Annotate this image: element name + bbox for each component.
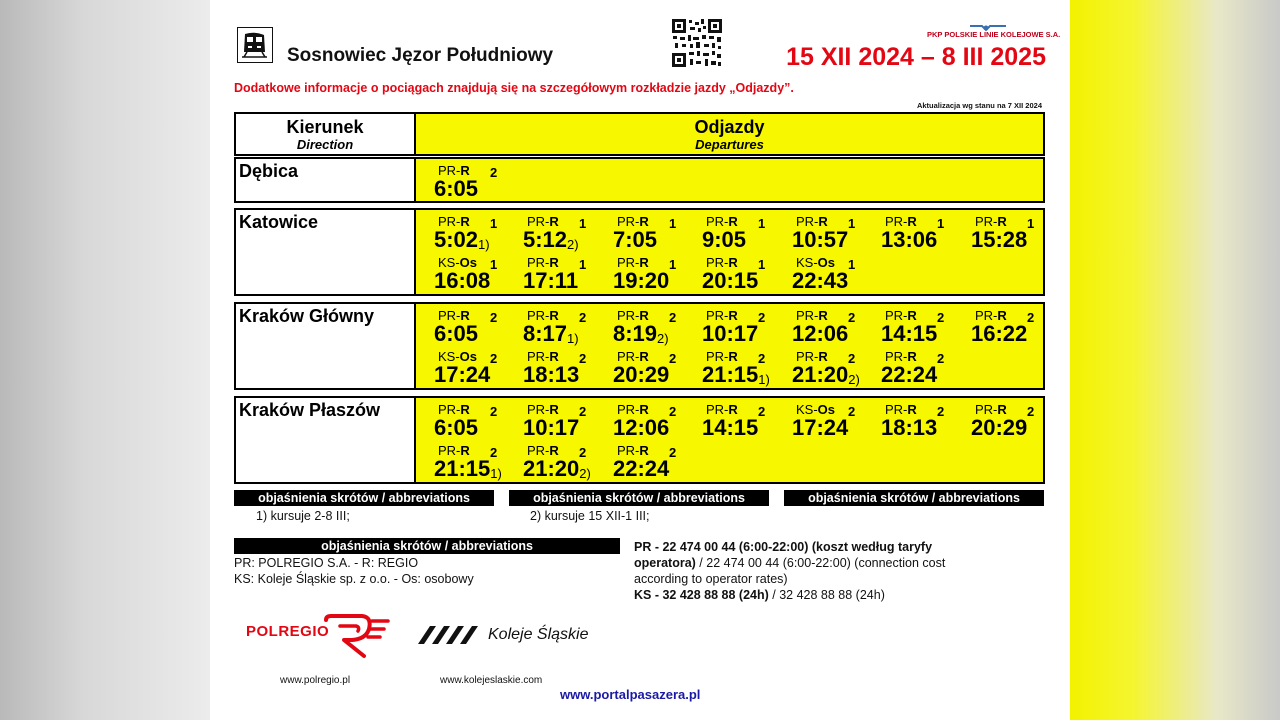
departure-time: 12:06 [792,321,849,346]
operator-prefix: KS- [796,402,818,417]
train-category: R [997,214,1007,229]
departure-time-wrap [971,322,1027,346]
train-category: Os [459,349,478,364]
departures-cell [416,302,1045,390]
departure-time-wrap [523,416,579,440]
departure-time: 20:29 [613,362,670,387]
update-date: Aktualizacja wg stanu na 7 XII 2024 [916,101,1042,110]
departure-time-wrap [971,228,1027,252]
polregio-url[interactable]: www.polregio.pl [280,675,351,686]
departure-entry [686,402,772,444]
operator-legend-polregio: PR: POLREGIO S.A. - R: REGIO [234,556,419,570]
operator-prefix: PR- [438,308,461,323]
class-number: 2 [490,351,498,366]
direction-sublabel: Direction [296,137,354,152]
departure-time-wrap [702,363,770,392]
train-category: R [549,349,559,364]
train-category: R [460,163,470,178]
departure-entry [686,308,772,350]
departure-time-wrap [434,457,502,486]
departure-time-wrap [613,363,669,387]
train-category: R [460,402,470,417]
koleje-slaskie-url[interactable]: www.kolejeslaskie.com [440,675,543,686]
class-number: 2 [490,404,498,419]
departure-time: 21:20 [792,362,849,387]
departure-time: 18:13 [881,415,938,440]
train-category: R [907,349,917,364]
class-number: 1 [490,257,498,272]
departure-entry [955,402,1041,444]
class-number: 2 [669,351,677,366]
abbreviations-bar-2: objaśnienia skrótów / abbreviations [509,490,769,506]
departure-entry [597,349,683,391]
departures-header [416,112,1045,156]
footnote-ref: 1) [490,466,502,481]
class-number: 1 [848,216,856,231]
departure-time-wrap [702,228,746,252]
departures-cell [416,157,1045,203]
class-number: 2 [669,404,677,419]
operator-prefix: PR- [527,308,550,323]
train-category: R [549,255,559,270]
class-number: 2 [848,404,856,419]
train-category: R [639,255,649,270]
koleje-slaskie-logo-icon [416,624,486,646]
departures-cell [416,396,1045,484]
operator-prefix: PR- [617,308,640,323]
departure-entry [776,402,862,444]
class-number: 1 [758,257,766,272]
departure-time-wrap [702,416,758,440]
train-icon [237,27,273,63]
class-number: 1 [490,216,498,231]
direction-label: Kierunek [286,117,364,137]
contact-ks-bold: KS - 32 428 88 88 (24h) [634,588,769,602]
operator-prefix: PR- [885,308,908,323]
departure-time: 16:22 [971,321,1028,346]
operator-prefix: PR- [527,349,550,364]
train-category: R [549,402,559,417]
contact-pr-line3: according to operator rates) [634,572,788,586]
footnote-1: 1) kursuje 2-8 III; [256,509,350,523]
train-category: R [818,308,828,323]
background-right [1070,0,1280,720]
train-category: R [639,402,649,417]
train-category: R [639,349,649,364]
operator-prefix: PR- [706,308,729,323]
train-category: R [639,214,649,229]
operator-prefix: PR- [617,214,640,229]
train-category: R [460,443,470,458]
departure-entry [865,214,951,256]
departure-time-wrap [881,322,937,346]
departure-entry [597,308,683,350]
class-number: 2 [669,445,677,460]
class-number: 2 [490,310,498,325]
departure-time-wrap [613,416,669,440]
departure-entry [686,214,772,256]
operator-prefix: PR- [438,402,461,417]
departure-time: 13:06 [881,227,938,252]
contact-ks-rest: / 32 428 88 88 (24h) [768,588,885,602]
departure-entry [776,349,862,391]
footnote-ref: 1) [567,331,579,346]
operator-prefix: PR- [706,349,729,364]
train-category: R [728,255,738,270]
departure-entry [507,308,593,350]
operator-prefix: PR- [796,308,819,323]
operator-prefix: PR- [706,402,729,417]
departure-time-wrap [702,322,758,346]
departure-entry [776,308,862,350]
train-category: Os [817,402,836,417]
departure-time: 22:43 [792,268,849,293]
departure-time: 7:05 [613,227,658,252]
departure-time-wrap [792,416,848,440]
operator-prefix: PR- [438,163,461,178]
train-category: Os [817,255,836,270]
departure-time-wrap [702,269,758,293]
departure-time-wrap [881,416,937,440]
destination-cell: Kraków Główny [234,302,416,390]
koleje-slaskie-logo-text: Koleje Śląskie [488,626,589,643]
station-name: Sosnowiec Jęzor Południowy [287,45,554,66]
departure-time-wrap [971,416,1027,440]
departure-entry [418,308,504,350]
departure-time-wrap [523,269,578,293]
train-category: R [907,308,917,323]
plk-brand-text: PKP POLSKIE LINIE KOLEJOWE S.A. [927,30,1061,39]
class-number: 2 [1027,310,1035,325]
departure-entry [418,402,504,444]
departure-time-wrap [523,457,591,486]
operator-prefix: PR- [617,443,640,458]
departure-time: 8:17 [523,321,568,346]
operator-prefix: PR- [885,349,908,364]
operator-prefix: PR- [617,255,640,270]
departure-time-wrap [434,322,478,346]
train-category: R [728,214,738,229]
departure-entry [507,402,593,444]
departure-entry [955,308,1041,350]
train-category: R [997,402,1007,417]
direction-header [234,112,416,156]
departure-time: 17:24 [434,362,491,387]
footnote-ref: 2) [567,237,579,252]
departure-time: 17:11 [523,268,579,293]
class-number: 2 [579,351,587,366]
departure-entry [418,163,504,205]
operator-prefix: PR- [617,349,640,364]
train-category: R [907,402,917,417]
operator-prefix: KS- [796,255,818,270]
train-category: R [549,443,559,458]
class-number: 2 [848,310,856,325]
departure-time: 21:20 [523,456,580,481]
plk-logo-icon [970,20,1006,30]
departure-time: 6:05 [434,321,479,346]
operator-legend-ks: KS: Koleje Śląskie sp. z o.o. - Os: osobowy [234,572,474,586]
train-category: R [818,214,828,229]
departure-entry [955,214,1041,256]
operator-prefix: PR- [527,402,550,417]
departure-entry [597,402,683,444]
train-category: R [728,402,738,417]
operator-prefix: PR- [975,402,998,417]
departure-time: 5:02 [434,227,479,252]
train-category: R [997,308,1007,323]
footnote-ref: 2) [657,331,669,346]
train-category: R [549,308,559,323]
departure-time: 14:15 [881,321,938,346]
departure-entry [418,214,504,256]
departure-time-wrap [613,322,669,351]
departure-entry [418,255,504,297]
departures-cell [416,208,1045,296]
departures-label: Odjazdy [694,117,765,137]
operator-prefix: PR- [438,443,461,458]
footnote-ref: 2) [579,466,591,481]
class-number: 2 [579,310,587,325]
train-category: R [818,349,828,364]
class-number: 1 [669,257,677,272]
departure-time-wrap [434,416,478,440]
departure-time: 21:15 [702,362,759,387]
class-number: 2 [490,165,498,180]
class-number: 2 [758,404,766,419]
departure-time-wrap [881,228,937,252]
operator-prefix: PR- [885,402,908,417]
operator-prefix: PR- [885,214,908,229]
departure-time-wrap [792,322,848,346]
info-notice: Dodatkowe informacje o pociągach znajdują się na szczegółowym rozkładzie jazdy „Odjazdy”. [234,81,794,95]
timetable-poster [210,0,1070,720]
footnote-ref: 1) [478,237,490,252]
portal-pasazera-link[interactable]: www.portalpasazera.pl [560,687,701,702]
operator-prefix: PR- [527,214,550,229]
train-category: R [639,443,649,458]
departure-time-wrap [523,322,579,351]
departure-time-wrap [792,228,848,252]
contact-pr-line2-bold: operatora) [634,556,696,570]
departure-time-wrap [613,228,657,252]
class-number: 2 [579,445,587,460]
departure-entry [776,214,862,256]
departure-entry [507,214,593,256]
class-number: 1 [937,216,945,231]
class-number: 2 [490,445,498,460]
train-category: R [639,308,649,323]
departure-entry [507,443,593,485]
departure-entry [865,349,951,391]
train-category: R [549,214,559,229]
departure-time: 20:29 [971,415,1028,440]
contact-info [634,539,945,603]
operator-prefix: PR- [438,214,461,229]
class-number: 2 [937,404,945,419]
operator-prefix: PR- [796,349,819,364]
train-category: Os [459,255,478,270]
class-number: 2 [758,351,766,366]
destination-cell: Kraków Płaszów [234,396,416,484]
operator-prefix: KS- [438,349,460,364]
operator-prefix: PR- [706,214,729,229]
validity-period: 15 XII 2024 – 8 III 2025 [786,43,1046,71]
footnote-2: 2) kursuje 15 XII-1 III; [530,509,650,523]
departure-time-wrap [613,269,669,293]
operator-prefix: PR- [975,308,998,323]
departure-entry [507,255,593,297]
operator-prefix: KS- [438,255,460,270]
departure-entry [865,402,951,444]
abbreviations-bar-1: objaśnienia skrótów / abbreviations [234,490,494,506]
departure-entry [597,443,683,485]
class-number: 2 [1027,404,1035,419]
departure-entry [597,214,683,256]
departure-time-wrap [792,363,860,392]
polregio-logo-text: POLREGIO [246,623,330,640]
departure-entry [418,349,504,391]
departure-time-wrap [881,363,937,387]
departure-time: 6:05 [434,415,479,440]
departure-entry [418,443,504,485]
departure-time: 22:24 [881,362,938,387]
contact-pr-line2: / 22 474 00 44 (6:00-22:00) (connection cost [695,556,946,570]
departure-entry [686,349,772,391]
departure-time: 16:08 [434,268,491,293]
departure-time: 20:15 [702,268,759,293]
departure-time: 22:24 [613,456,670,481]
departures-sublabel: Departures [695,137,764,152]
class-number: 1 [579,257,587,272]
departure-time-wrap [613,457,669,481]
departure-time-wrap [434,363,490,387]
departure-time: 10:17 [702,321,759,346]
background-left [0,0,210,720]
departure-entry [507,349,593,391]
departure-time: 6:05 [434,176,479,201]
qr-code-icon [671,18,723,68]
class-number: 1 [669,216,677,231]
departure-time-wrap [792,269,848,293]
class-number: 2 [758,310,766,325]
train-category: R [460,308,470,323]
polregio-logo-icon [322,612,390,660]
departure-time: 14:15 [702,415,759,440]
departure-time: 5:12 [523,227,568,252]
class-number: 1 [758,216,766,231]
departure-time: 10:57 [792,227,849,252]
class-number: 1 [579,216,587,231]
departure-time: 19:20 [613,268,670,293]
operator-prefix: PR- [527,255,550,270]
departure-entry [597,255,683,297]
operator-prefix: PR- [527,443,550,458]
class-number: 2 [937,351,945,366]
destination-cell: Katowice [234,208,416,296]
departure-time: 21:15 [434,456,491,481]
class-number: 2 [848,351,856,366]
departure-time: 15:28 [971,227,1028,252]
departure-time: 17:24 [792,415,849,440]
train-category: R [460,214,470,229]
abbreviations-bar-operators: objaśnienia skrótów / abbreviations [234,538,620,554]
destination-cell: Dębica [234,157,416,203]
train-category: R [728,349,738,364]
departure-entry [865,308,951,350]
departure-time-wrap [434,269,490,293]
operator-prefix: PR- [617,402,640,417]
contact-pr-line1: PR - 22 474 00 44 (6:00-22:00) (koszt według taryfy [634,540,933,554]
class-number: 2 [669,310,677,325]
operator-prefix: PR- [796,214,819,229]
class-number: 1 [848,257,856,272]
departure-entry [776,255,862,297]
footnote-ref: 1) [758,372,770,387]
departure-time-wrap [523,363,579,387]
operator-prefix: PR- [706,255,729,270]
departure-time-wrap [523,228,579,257]
departure-time-wrap [434,228,490,257]
class-number: 1 [1027,216,1035,231]
class-number: 2 [579,404,587,419]
departure-time: 18:13 [523,362,580,387]
operator-prefix: PR- [975,214,998,229]
departure-entry [686,255,772,297]
departure-time: 10:17 [523,415,580,440]
class-number: 2 [937,310,945,325]
departure-time: 12:06 [613,415,670,440]
departure-time-wrap [434,177,478,201]
train-category: R [907,214,917,229]
abbreviations-bar-3: objaśnienia skrótów / abbreviations [784,490,1044,506]
footnote-ref: 2) [848,372,860,387]
departure-time: 9:05 [702,227,747,252]
train-category: R [728,308,738,323]
departure-time: 8:19 [613,321,658,346]
